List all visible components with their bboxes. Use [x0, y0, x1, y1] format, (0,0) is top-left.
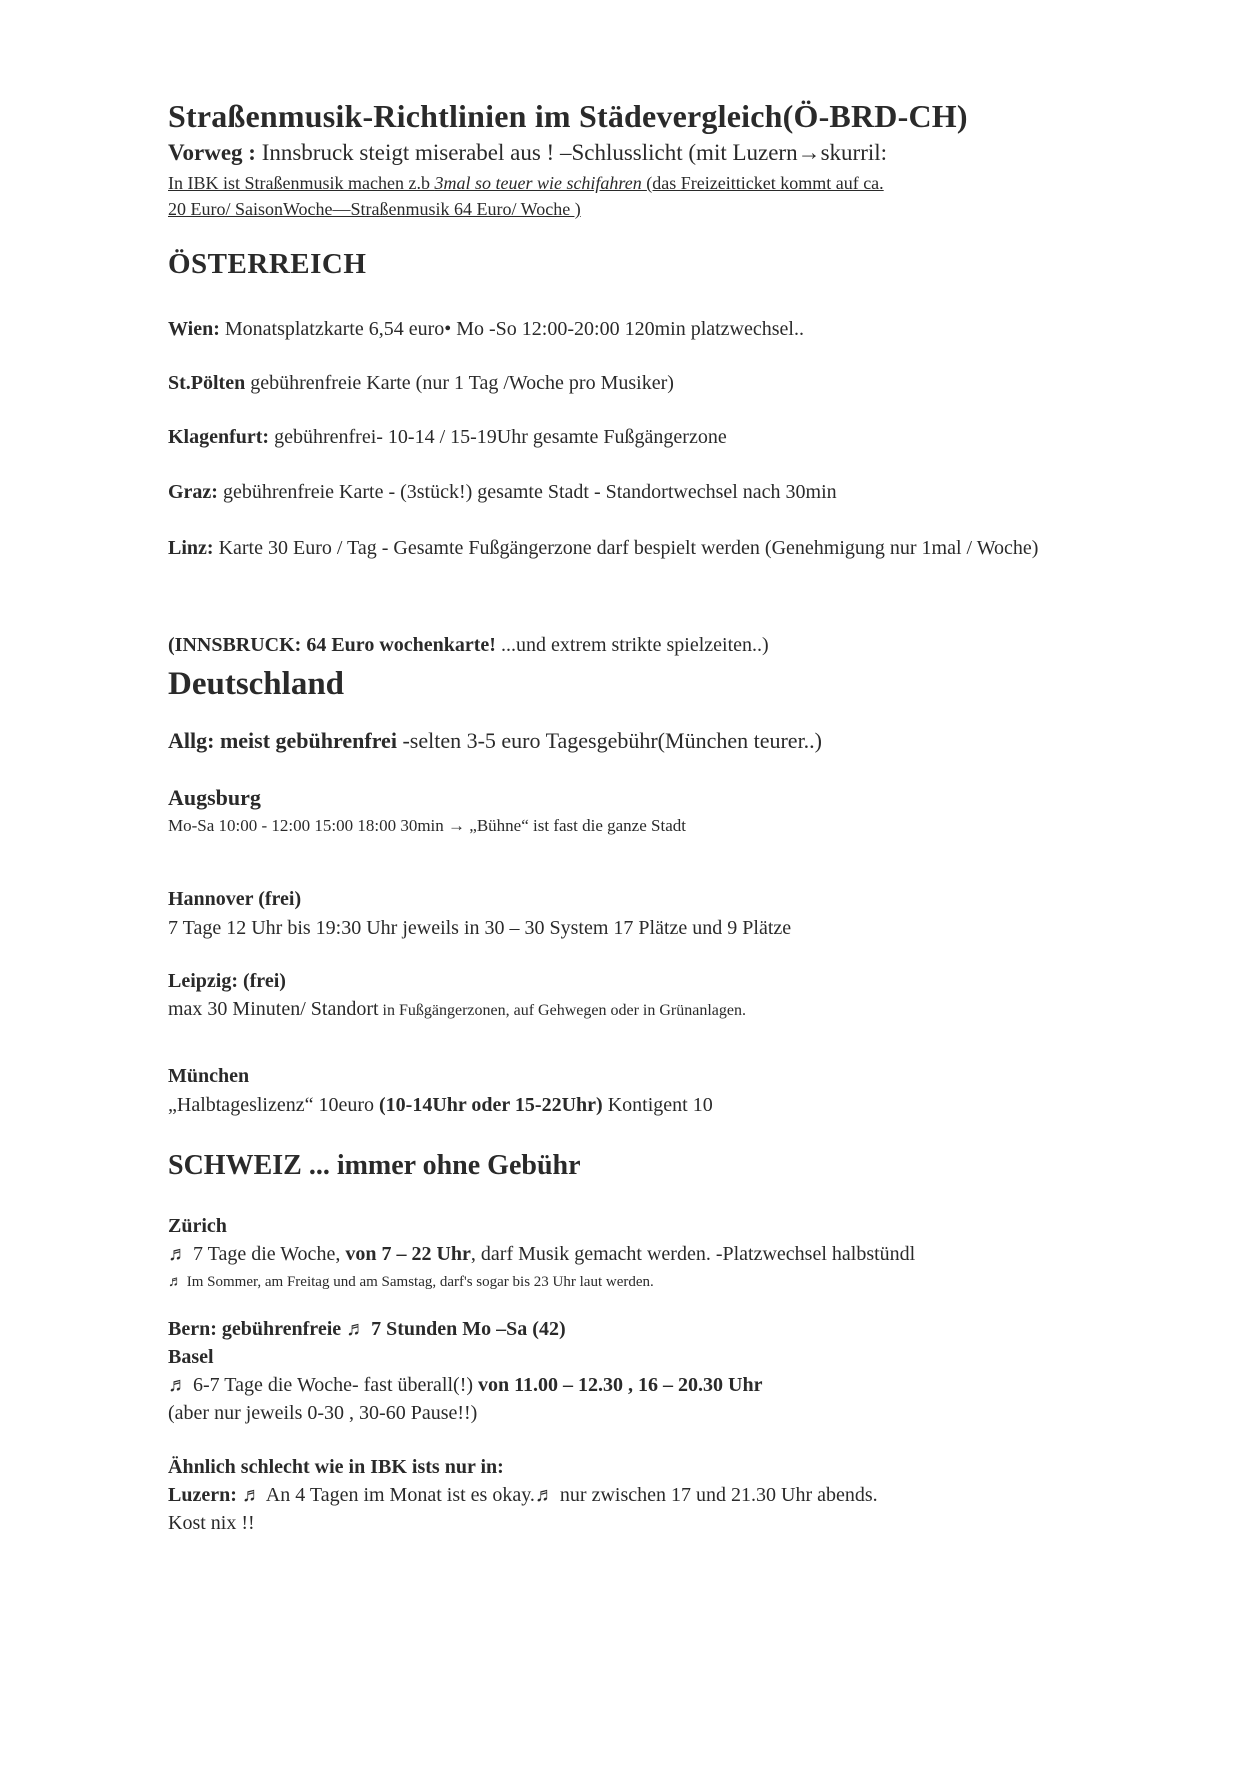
text-wien: Monatsplatzkarte 6,54 euro• Mo -So 12:00-20:00 120min platzwechsel.. [219, 318, 804, 340]
entry-klagenfurt [168, 426, 727, 449]
text-zuerich [168, 1243, 915, 1266]
music-note-icon: ♬ [168, 1374, 188, 1396]
entry-graz [168, 481, 837, 504]
entry-wien [168, 318, 804, 341]
entry-innsbruck [168, 634, 769, 657]
text-innsbruck: ...und extrem strikte spielzeiten..) [495, 634, 769, 656]
music-note-icon: ♬ [168, 1243, 188, 1265]
music-note-icon: ♬ [168, 1274, 183, 1290]
label-innsbruck: (INNSBRUCK: 64 Euro wochenkarte! [168, 634, 496, 656]
label-luzern: Luzern: [168, 1484, 237, 1506]
label-zuerich: Zürich [168, 1215, 227, 1237]
label-muenchen: München [168, 1065, 250, 1087]
muenchen-text-c: Kontigent 10 [602, 1094, 713, 1116]
text-hannover: 7 Tage 12 Uhr bis 19:30 Uhr jeweils in 30 – 30 System 17 Plätze und 9 Plätze [168, 917, 792, 939]
leipzig-text-a: max 30 Minuten/ Standort [168, 998, 379, 1020]
text-linz: Karte 30 Euro / Tag - Gesamte Fußgängerzone darf bespielt werden (Genehmigung nur 1mal / Woche) [213, 537, 1039, 559]
luzern-text-b: nur zwischen 17 und 21.30 Uhr abends. [554, 1484, 878, 1506]
intro-text-italic: 3mal so teuer wie schifahren [434, 173, 647, 193]
text-allg: -selten 3-5 euro Tagesgebühr(München teurer..) [396, 728, 823, 753]
intro-text-c: (das Freizeitticket kommt auf ca. [646, 173, 884, 193]
leipzig-text-b: in Fußgängerzonen, auf Gehwegen oder in Grünanlagen. [378, 1002, 746, 1019]
zuerich-text-c: , darf Musik gemacht werden. -Platzwechsel halbstündl [470, 1243, 916, 1265]
basel-text-b: von 11.00 – 12.30 , 16 – 20.30 Uhr [478, 1374, 763, 1396]
label-basel: Basel [168, 1346, 214, 1368]
label-stpoelten: St.Pölten [168, 372, 246, 394]
label-leipzig: Leipzig: (frei) [168, 970, 286, 992]
entry-luzern [168, 1484, 878, 1507]
intro-text-a: In IBK ist Straßenmusik machen z.b [168, 173, 435, 193]
text-basel-2: (aber nur jeweils 0-30 , 30-60 Pause!!) [168, 1402, 478, 1424]
music-note-icon: ♬ [534, 1484, 555, 1506]
note-zuerich [168, 1274, 654, 1291]
label-augsburg: Augsburg [168, 785, 261, 810]
entry-stpoelten [168, 372, 674, 395]
text-klagenfurt: gebührenfrei- 10-14 / 15-19Uhr gesamte Fußgängerzone [269, 426, 727, 448]
text-luzern-2: Kost nix !! [168, 1512, 255, 1534]
zuerich-text-b: von 7 – 22 Uhr [345, 1243, 471, 1265]
muenchen-text-a: „Halbtageslizenz“ 10euro [168, 1094, 380, 1116]
luzern-text-a: An 4 Tagen im Monat ist es okay. [261, 1484, 535, 1506]
entry-linz [168, 534, 1088, 562]
bern-text-a: Bern: gebührenfreie [168, 1318, 347, 1340]
vorweg-text: Innsbruck steigt miserabel aus ! –Schlusslicht (mit Luzern→skurril: [261, 140, 888, 165]
intro-line-4: 20 Euro/ SaisonWoche—Straßenmusik 64 Euro/ Woche ) [168, 199, 581, 219]
heading-germany: Deutschland [168, 666, 345, 702]
label-wien: Wien: [168, 318, 220, 340]
document-title: Straßenmusik-Richtlinien im Städevergleich(Ö-BRD-CH) [168, 98, 968, 134]
zuerich-note-text: Im Sommer, am Freitag und am Samstag, darf's sogar bis 23 Uhr laut werden. [183, 1274, 654, 1290]
text-leipzig [168, 998, 746, 1021]
text-basel [168, 1374, 763, 1397]
label-allg: Allg: meist gebührenfrei [168, 728, 397, 753]
intro-line-3 [168, 171, 884, 195]
text-stpoelten: gebührenfreie Karte (nur 1 Tag /Woche pro Musiker) [245, 372, 674, 394]
heading-austria: ÖSTERREICH [168, 248, 367, 280]
zuerich-text-a: 7 Tage die Woche, [188, 1243, 346, 1265]
bern-text-b: 7 Stunden Mo –Sa (42) [366, 1318, 566, 1340]
vorweg-label: Vorweg : [168, 140, 256, 165]
muenchen-text-b: (10-14Uhr oder 15-22Uhr) [379, 1094, 603, 1116]
label-graz: Graz: [168, 481, 218, 503]
heading-switzerland: SCHWEIZ ... immer ohne Gebühr [168, 1150, 581, 1181]
label-hannover: Hannover (frei) [168, 888, 302, 910]
text-muenchen [168, 1094, 713, 1117]
music-note-icon: ♬ [241, 1484, 262, 1506]
heading-aehnlich: Ähnlich schlecht wie in IBK ists nur in: [168, 1456, 504, 1478]
intro-line [168, 140, 887, 166]
text-augsburg: Mo-Sa 10:00 - 12:00 15:00 18:00 30min → „Bühne“ ist fast die ganze Stadt [168, 816, 686, 835]
text-graz: gebührenfreie Karte - (3stück!) gesamte Stadt - Standortwechsel nach 30min [217, 481, 837, 503]
basel-text-a: 6-7 Tage die Woche- fast überall(!) [188, 1374, 479, 1396]
music-note-icon: ♬ [346, 1318, 367, 1340]
entry-bern [168, 1318, 566, 1341]
label-linz: Linz: [168, 537, 214, 559]
label-klagenfurt: Klagenfurt: [168, 426, 270, 448]
entry-allg [168, 728, 822, 754]
